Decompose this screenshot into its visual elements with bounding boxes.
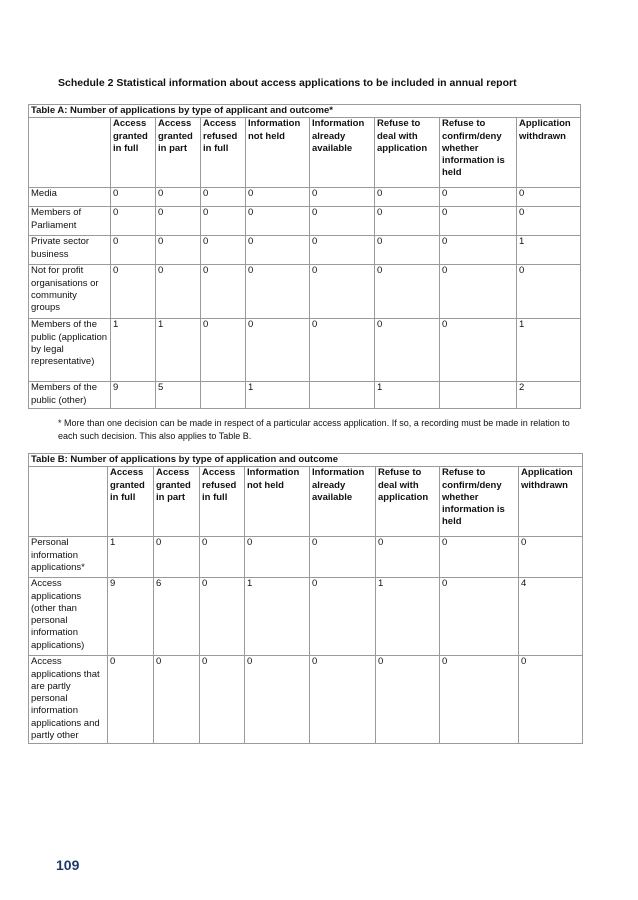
cell-value: 0 — [310, 207, 375, 236]
cell-value: 1 — [376, 578, 440, 656]
row-label: Members of the public (other) — [29, 382, 111, 409]
cell-value: 0 — [246, 236, 310, 265]
cell-value: 0 — [201, 265, 246, 319]
page-number: 109 — [56, 857, 80, 873]
table-b-header: Refuse to confirm/deny whether information is held — [440, 467, 519, 537]
cell-value: 0 — [201, 319, 246, 382]
table-a-header: Application withdrawn — [517, 118, 581, 188]
row-label: Media — [29, 188, 111, 207]
table-row — [29, 188, 581, 207]
row-label: Members of the public (application by legal representative) — [29, 319, 111, 382]
cell-value: 0 — [517, 188, 581, 207]
cell-value: 0 — [201, 188, 246, 207]
cell-value: 0 — [310, 656, 376, 744]
table-row — [29, 319, 581, 382]
cell-value: 0 — [440, 319, 517, 382]
cell-value: 1 — [108, 537, 154, 578]
cell-value: 0 — [517, 207, 581, 236]
table-row — [29, 236, 581, 265]
table-b-header: Access refused in full — [200, 467, 245, 537]
cell-value: 0 — [111, 236, 156, 265]
cell-value: 0 — [111, 265, 156, 319]
cell-value: 0 — [440, 578, 519, 656]
cell-value: 0 — [156, 188, 201, 207]
cell-value: 1 — [245, 578, 310, 656]
cell-value: 0 — [156, 265, 201, 319]
table-row — [29, 207, 581, 236]
cell-value: 0 — [154, 537, 200, 578]
cell-value: 0 — [440, 188, 517, 207]
cell-value: 0 — [201, 236, 246, 265]
row-label: Members of Parliament — [29, 207, 111, 236]
table-a-header: Refuse to confirm/deny whether information is held — [440, 118, 517, 188]
cell-value: 0 — [517, 265, 581, 319]
cell-value: 0 — [376, 537, 440, 578]
cell-value: 0 — [375, 319, 440, 382]
table-a-caption: Table A: Number of applications by type of applicant and outcome* — [29, 105, 581, 118]
cell-value: 1 — [517, 236, 581, 265]
cell-value: 9 — [108, 578, 154, 656]
table-row — [29, 656, 583, 744]
cell-value: 0 — [310, 188, 375, 207]
cell-value: 0 — [440, 236, 517, 265]
cell-value: 5 — [156, 382, 201, 409]
table-a-corner — [29, 118, 111, 188]
cell-value: 0 — [375, 207, 440, 236]
table-a-header: Information not held — [246, 118, 310, 188]
cell-value: 0 — [310, 578, 376, 656]
row-label: Not for profit organisations or community groups — [29, 265, 111, 319]
row-label: Access applications that are partly personal information applications and partly other — [29, 656, 108, 744]
table-row — [29, 265, 581, 319]
cell-value: 0 — [200, 656, 245, 744]
cell-value: 1 — [156, 319, 201, 382]
cell-value: 0 — [156, 207, 201, 236]
cell-value: 0 — [154, 656, 200, 744]
cell-value: 0 — [375, 188, 440, 207]
cell-value: 0 — [519, 537, 583, 578]
cell-value: 0 — [111, 188, 156, 207]
cell-value: 0 — [246, 319, 310, 382]
cell-value: 6 — [154, 578, 200, 656]
cell-value: 0 — [156, 236, 201, 265]
cell-value — [201, 382, 246, 409]
cell-value: 0 — [245, 537, 310, 578]
cell-value: 0 — [201, 207, 246, 236]
cell-value: 0 — [246, 188, 310, 207]
cell-value: 0 — [440, 537, 519, 578]
table-row — [29, 537, 583, 578]
cell-value: 2 — [517, 382, 581, 409]
table-a-header: Refuse to deal with application — [375, 118, 440, 188]
cell-value: 0 — [200, 578, 245, 656]
table-b-header: Information already available — [310, 467, 376, 537]
row-label: Access applications (other than personal information applications) — [29, 578, 108, 656]
cell-value: 0 — [246, 265, 310, 319]
table-a-header: Access granted in part — [156, 118, 201, 188]
cell-value: 0 — [310, 319, 375, 382]
table-b-header: Access granted in part — [154, 467, 200, 537]
cell-value: 0 — [375, 236, 440, 265]
cell-value — [310, 382, 375, 409]
cell-value: 4 — [519, 578, 583, 656]
table-a-applicant-outcome — [28, 104, 581, 409]
cell-value: 0 — [519, 656, 583, 744]
cell-value: 0 — [310, 265, 375, 319]
table-a-header: Access refused in full — [201, 118, 246, 188]
page-title: Schedule 2 Statistical information about access applications to be included in annual report — [58, 77, 517, 89]
table-b-header: Information not held — [245, 467, 310, 537]
table-b-header: Refuse to deal with application — [376, 467, 440, 537]
table-a-header: Access granted in full — [111, 118, 156, 188]
table-b-caption: Table B: Number of applications by type of application and outcome — [29, 454, 583, 467]
cell-value: 0 — [375, 265, 440, 319]
cell-value: 1 — [111, 319, 156, 382]
row-label: Private sector business — [29, 236, 111, 265]
cell-value: 0 — [245, 656, 310, 744]
cell-value: 0 — [376, 656, 440, 744]
table-row — [29, 578, 583, 656]
cell-value: 0 — [440, 656, 519, 744]
cell-value: 0 — [440, 265, 517, 319]
cell-value: 9 — [111, 382, 156, 409]
cell-value: 0 — [310, 236, 375, 265]
row-label: Personal information applications* — [29, 537, 108, 578]
table-b-application-outcome — [28, 453, 583, 744]
cell-value: 0 — [310, 537, 376, 578]
cell-value: 1 — [246, 382, 310, 409]
table-row — [29, 382, 581, 409]
footnote: * More than one decision can be made in respect of a particular access application. If so, a recording must be made in relation to each such decision. This also applies to Table B. — [58, 418, 570, 441]
cell-value: 0 — [246, 207, 310, 236]
cell-value: 0 — [108, 656, 154, 744]
cell-value — [440, 382, 517, 409]
cell-value: 0 — [200, 537, 245, 578]
cell-value: 0 — [111, 207, 156, 236]
table-a-header: Information already available — [310, 118, 375, 188]
table-b-header: Access granted in full — [108, 467, 154, 537]
cell-value: 1 — [375, 382, 440, 409]
table-b-header: Application withdrawn — [519, 467, 583, 537]
cell-value: 1 — [517, 319, 581, 382]
cell-value: 0 — [440, 207, 517, 236]
table-b-corner — [29, 467, 108, 537]
